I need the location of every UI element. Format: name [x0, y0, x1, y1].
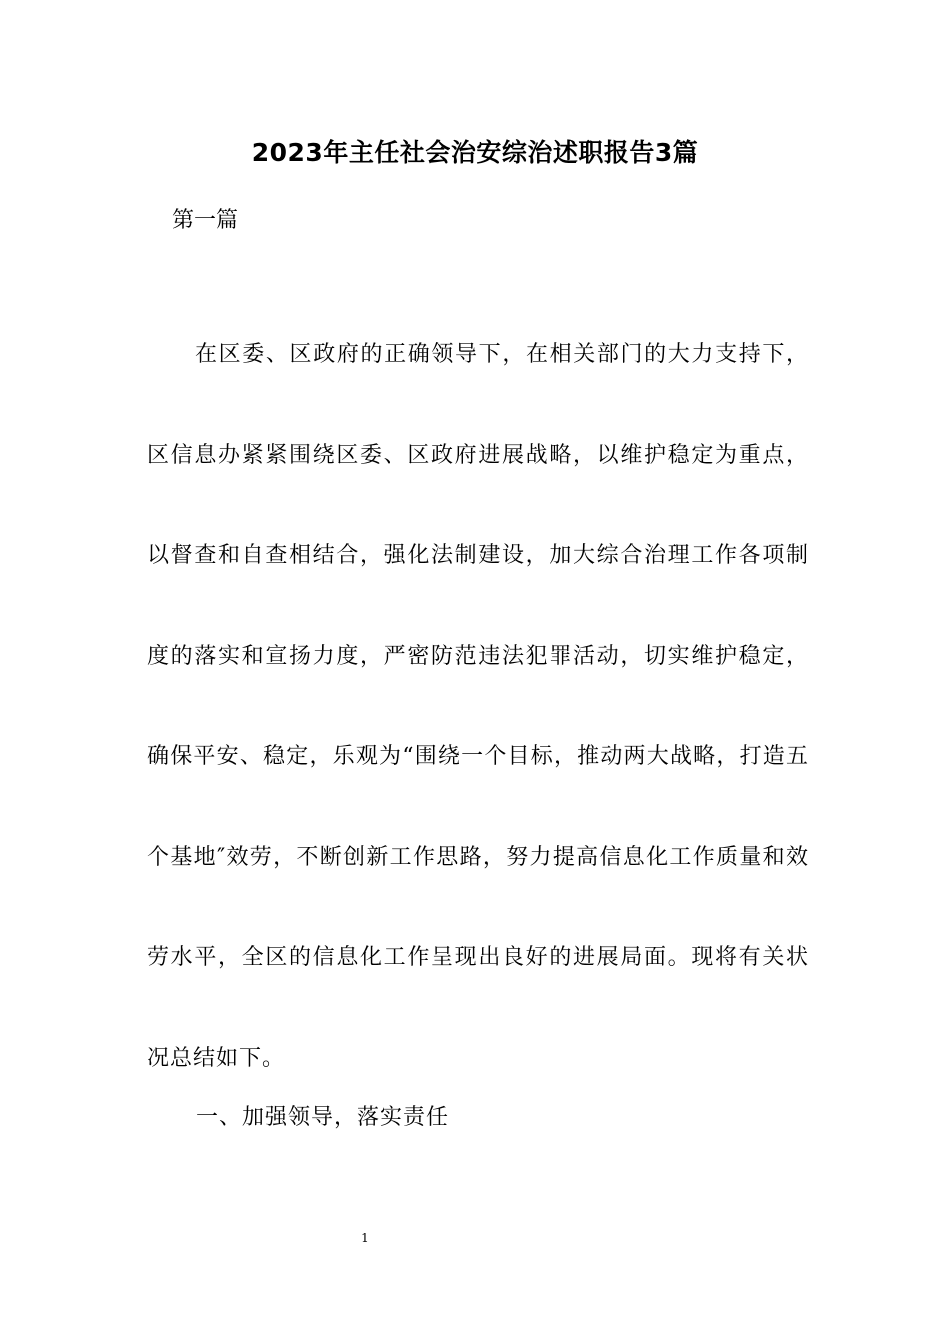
section-heading: 一、加强领导，落实责任: [196, 1105, 450, 1130]
page-number: 1: [361, 1231, 369, 1245]
section-label: 第一篇: [172, 208, 239, 233]
document-title: 2023年主任社会治安综治述职报告3篇: [251, 138, 699, 167]
body-paragraph: 在区委、区政府的正确领导下，在相关部门的大力支持下，区信息办紧紧围绕区委、区政府进展战略，以维护稳定为重点，以督查和自查相结合，强化法制建设，加大综合治理工作各项制度的落实和宣扬力度，严密防范违法犯罪活动，切实维护稳定，确保平安、稳定，乐观为“围绕一个目标，推动两大战略，打造五个基地″效劳，不断创新工作思路，努力提高信息化工作质量和效劳水平，全区的信息化工作呈现出良好的进展局面。现将有关状况总结如下。: [147, 342, 809, 1071]
